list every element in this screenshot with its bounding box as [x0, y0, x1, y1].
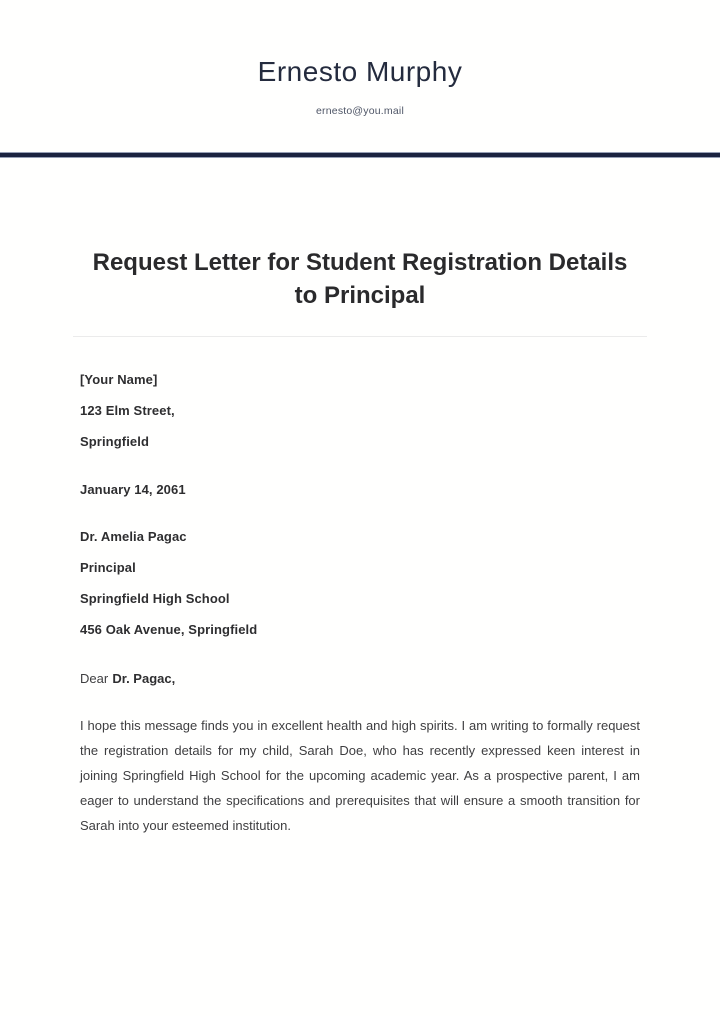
- sender-name-heading: Ernesto Murphy: [257, 56, 463, 87]
- recipient-name: Dr. Amelia Pagac: [80, 529, 187, 544]
- sender-address-line-3: Springfield: [80, 434, 149, 449]
- letterhead: [0, 0, 720, 118]
- salutation-prefix: Dear: [80, 671, 109, 686]
- letter-content: [80, 246, 640, 838]
- letter-date: January 14, 2061: [80, 482, 186, 497]
- sender-address-line-2: 123 Elm Street,: [80, 403, 175, 418]
- salutation: [80, 666, 640, 691]
- recipient-address: 456 Oak Avenue, Springfield: [80, 622, 258, 637]
- letterhead-divider: [0, 152, 720, 158]
- letter-title: Request Letter for Student Registration Details to Principal: [92, 249, 628, 309]
- title-divider: [73, 336, 647, 337]
- sender-address-line-1: [Your Name]: [80, 372, 158, 387]
- recipient-organization: Springfield High School: [80, 591, 230, 606]
- letter-body-paragraph: I hope this message finds you in excellent health and high spirits. I am writing to formally request the registration details for my child, Sarah Doe, who has recently expressed keen interest in joining Springfield High School for the upcoming academic year. As a prospective parent, I am eager to understand the specifications and prerequisites that will ensure a smooth transition for Sarah into your esteemed institution.: [80, 718, 640, 833]
- sender-email: ernesto@you.mail: [316, 105, 404, 117]
- salutation-recipient: Dr. Pagac,: [112, 671, 176, 686]
- recipient-title: Principal: [80, 560, 136, 575]
